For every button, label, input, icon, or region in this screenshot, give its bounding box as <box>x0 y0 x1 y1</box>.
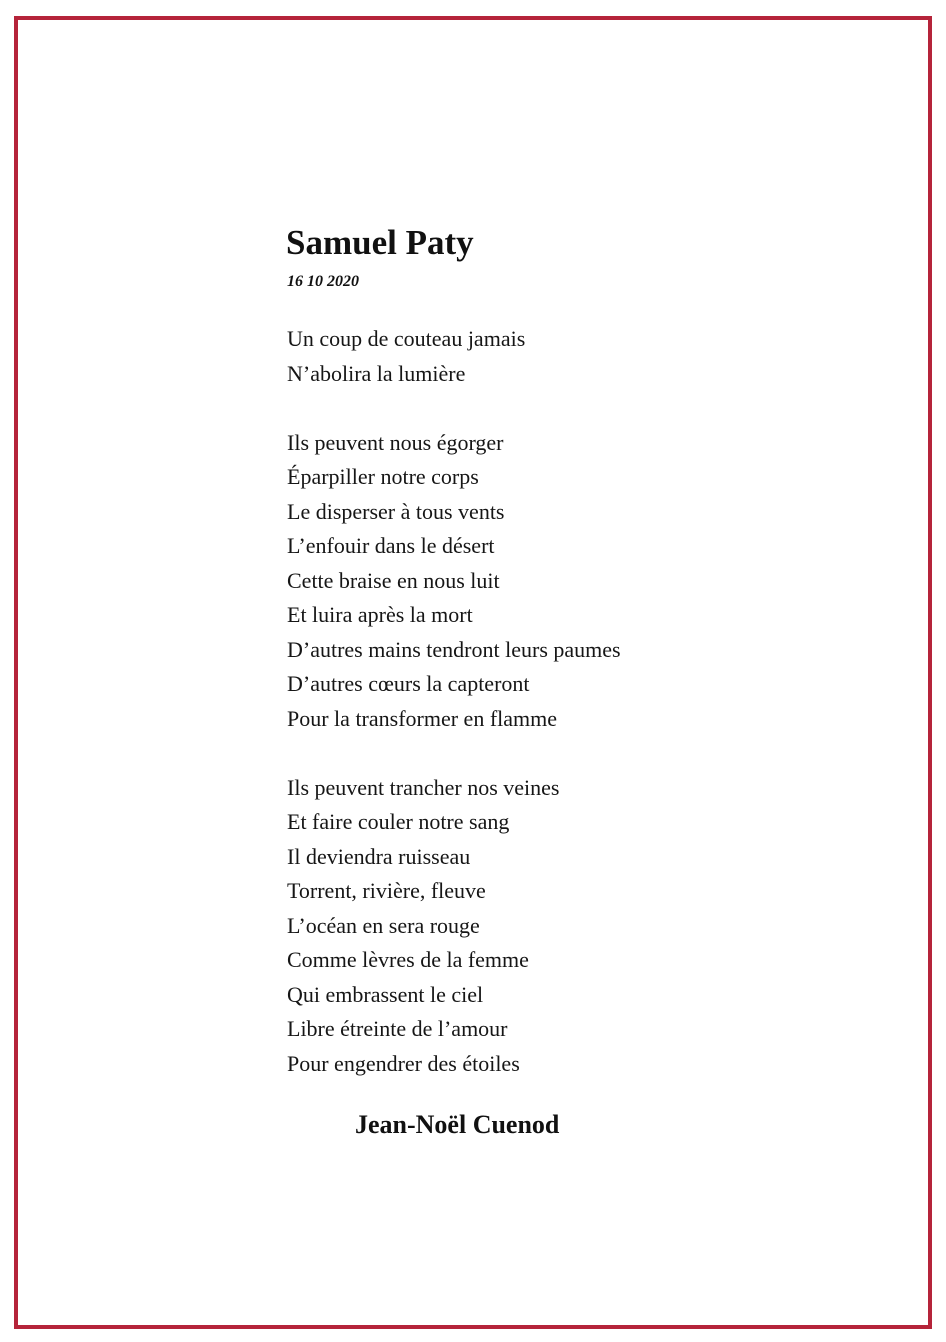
poem-line: Pour engendrer des étoiles <box>287 1050 520 1076</box>
poem-line: Ils peuvent trancher nos veines <box>287 774 560 800</box>
poem-line: N’abolira la lumière <box>287 360 466 386</box>
poem-line: Il deviendra ruisseau <box>287 843 471 869</box>
poem-body <box>287 322 621 1081</box>
stanza-2 <box>287 426 621 737</box>
poem-line: Le disperser à tous vents <box>287 498 505 524</box>
poem-author: Jean-Noël Cuenod <box>355 1110 560 1139</box>
poem-line: Pour la transformer en flamme <box>287 705 558 731</box>
stanza-3 <box>287 771 621 1082</box>
poem-line: Et faire couler notre sang <box>287 809 510 834</box>
poem-line: Cette braise en nous luit <box>287 567 500 593</box>
poem-line: Et luira après la mort <box>287 602 473 627</box>
poem-title: Samuel Paty <box>286 223 474 262</box>
poem-line: Comme lèvres de la femme <box>287 947 529 972</box>
poem-line: Éparpiller notre corps <box>287 464 479 489</box>
poem-line: Qui embrassent le ciel <box>287 981 484 1007</box>
poem-line: Ils peuvent nous égorger <box>287 429 504 455</box>
poem-date: 16 10 2020 <box>287 273 359 290</box>
poem-line: Libre étreinte de l’amour <box>287 1016 508 1041</box>
poem-line: L’enfouir dans le désert <box>287 533 495 558</box>
poem-line: Un coup de couteau jamais <box>287 326 526 351</box>
poem-line: D’autres mains tendront leurs paumes <box>287 636 621 662</box>
poem-line: Torrent, rivière, fleuve <box>287 878 486 903</box>
poem-line: L’océan en sera rouge <box>287 912 480 938</box>
poem-line: D’autres cœurs la capteront <box>287 671 530 696</box>
stanza-1 <box>287 322 621 391</box>
